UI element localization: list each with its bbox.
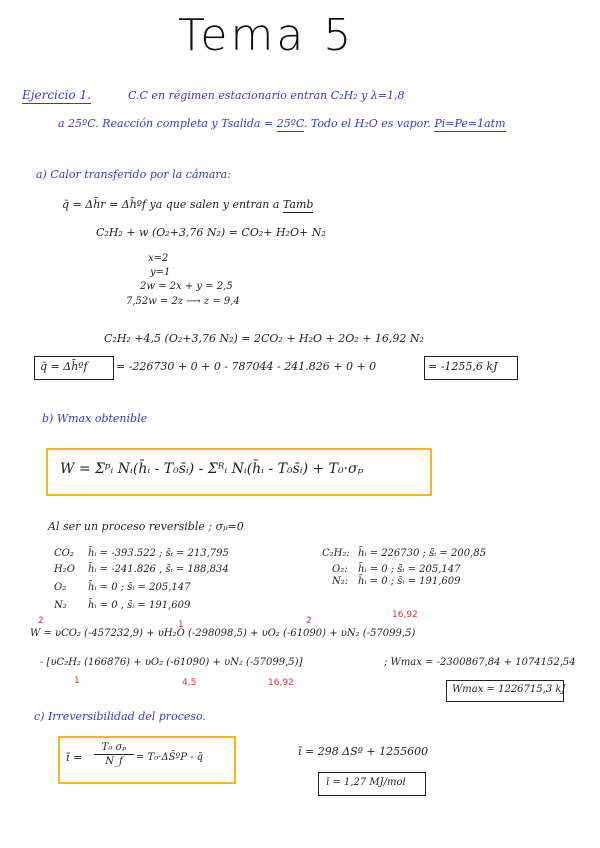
property-row: [54, 600, 190, 611]
fraction-bar: [94, 754, 134, 755]
balance-w: 2w = 2x + y = 2,5: [140, 281, 233, 292]
species-label: N₂:: [332, 576, 349, 587]
pressure-condition: Pi=Pe=1atm: [434, 117, 506, 130]
species-label: H₂O: [54, 564, 75, 575]
work-line-1: W = υCO₂ (-457232,9) + υH₂O (-298098,5) + υO₂ (-61090) + υN₂ (-57099,5): [30, 628, 416, 639]
property-row: [332, 564, 461, 575]
part-b-heading: b) Wmax obtenible: [42, 412, 148, 425]
result-value: = -1255,6 kJ: [428, 360, 498, 373]
irreversibility-lhs: ī =: [66, 751, 83, 764]
property-values: h̄ᵢ = -241.826 , s̄ᵢ = 188,834: [88, 564, 229, 575]
work-line-2: - [υC₂H₂ (166876) + υO₂ (-61090) + υN₂ (-57099,5)]: [40, 657, 303, 668]
fraction-numerator: T₀ σₚ: [101, 742, 127, 753]
property-row: [54, 548, 229, 559]
coefficient-annotation: 4,5: [182, 678, 197, 688]
exercise-statement-2: [58, 117, 506, 130]
property-values: h̄ᵢ = 0 , s̄ᵢ = 191,609: [88, 600, 191, 611]
fraction-denominator: N_f: [105, 756, 123, 767]
species-label: O₂: [54, 582, 67, 593]
ambient-temperature: Tamb: [282, 198, 314, 211]
page-title: Tema 5: [178, 10, 355, 61]
part-c-heading: c) Irreversibilidad del proceso.: [34, 710, 206, 723]
reversible-note: Al ser un proceso reversible ; σₚ=0: [48, 520, 244, 533]
coefficient-annotation: 2: [38, 616, 44, 626]
reaction-balanced: C₂H₂ +4,5 (O₂+3,76 N₂) = 2CO₂ + H₂O + 2O₂ + 16,92 N₂: [104, 332, 424, 345]
property-row: [322, 548, 486, 559]
coefficient-annotation: 16,92: [268, 678, 294, 688]
property-values: h̄ᵢ = -393.522 ; s̄ᵢ = 213,795: [88, 548, 229, 559]
balance-z: 7,52w = 2z ⟶ z = 9,4: [126, 296, 240, 307]
work-formula: W = Σᵖᵢ Nᵢ(h̄ᵢ - T₀s̄ᵢ) - Σᴿᵢ Nᵢ(h̄ᵢ - T₀s̄ᵢ) + T₀·σₚ: [60, 461, 364, 477]
part-a-heading: a) Calor transferido por la cámara:: [36, 168, 231, 181]
balance-x: x=2: [148, 253, 169, 264]
irreversibility-equation: ī = 298 ΔSº + 1255600: [298, 745, 429, 758]
wmax-result: Wmax = 1226715,3 kJ: [452, 684, 566, 695]
result-lhs: q̄ = Δh̄ºf: [40, 360, 88, 373]
species-label: O₂:: [332, 564, 348, 575]
work-line-2b: ; Wmax = -2300867,84 + 1074152,54: [384, 657, 576, 668]
irreversibility-result: ī = 1,27 MJ/mol: [326, 777, 406, 788]
property-row: [332, 576, 461, 587]
property-values: h̄ᵢ = 0 ; s̄ᵢ = 205,147: [88, 582, 191, 593]
species-label: C₂H₂:: [322, 548, 350, 559]
irreversibility-rhs: = T₀·ΔS̄ºP - q̄: [136, 752, 204, 763]
equation-text: q̄ = Δh̄r = Δh̄ºf ya que salen y entran a: [62, 198, 283, 211]
balance-y: y=1: [150, 267, 171, 278]
coefficient-annotation: 1: [178, 620, 184, 630]
property-row: [54, 564, 229, 575]
property-values: h̄ᵢ = 226730 ; s̄ᵢ = 200,85: [358, 548, 486, 559]
property-row: [54, 582, 191, 593]
exercise-statement-1: C.C en régimen estacionario entran C₂H₂ y λ=1,8: [128, 89, 405, 102]
coefficient-annotation: 1: [74, 676, 80, 686]
irreversibility-fraction: [94, 742, 134, 767]
reaction-unbalanced: C₂H₂ + w (O₂+3,76 N₂) = CO₂+ H₂O+ N₂: [96, 226, 326, 239]
statement-text: a 25ºC. Reacción completa y Tsalida =: [58, 117, 277, 130]
heat-equation: [62, 198, 313, 211]
property-values: h̄ᵢ = 0 ; s̄ᵢ = 191,609: [358, 576, 461, 587]
property-values: h̄ᵢ = 0 ; s̄ᵢ = 205,147: [358, 564, 461, 575]
result-expression: = -226730 + 0 + 0 - 787044 - 241.826 + 0 + 0: [116, 360, 377, 373]
outlet-temperature: 25ºC: [276, 117, 304, 130]
coefficient-annotation: 16,92: [392, 610, 418, 620]
coefficient-annotation: 2: [306, 616, 312, 626]
statement-text: . Todo el H₂O es vapor.: [303, 117, 435, 130]
exercise-label: Ejercicio 1.: [22, 88, 91, 102]
species-label: N₂: [54, 600, 67, 611]
species-label: CO₂: [54, 548, 74, 559]
